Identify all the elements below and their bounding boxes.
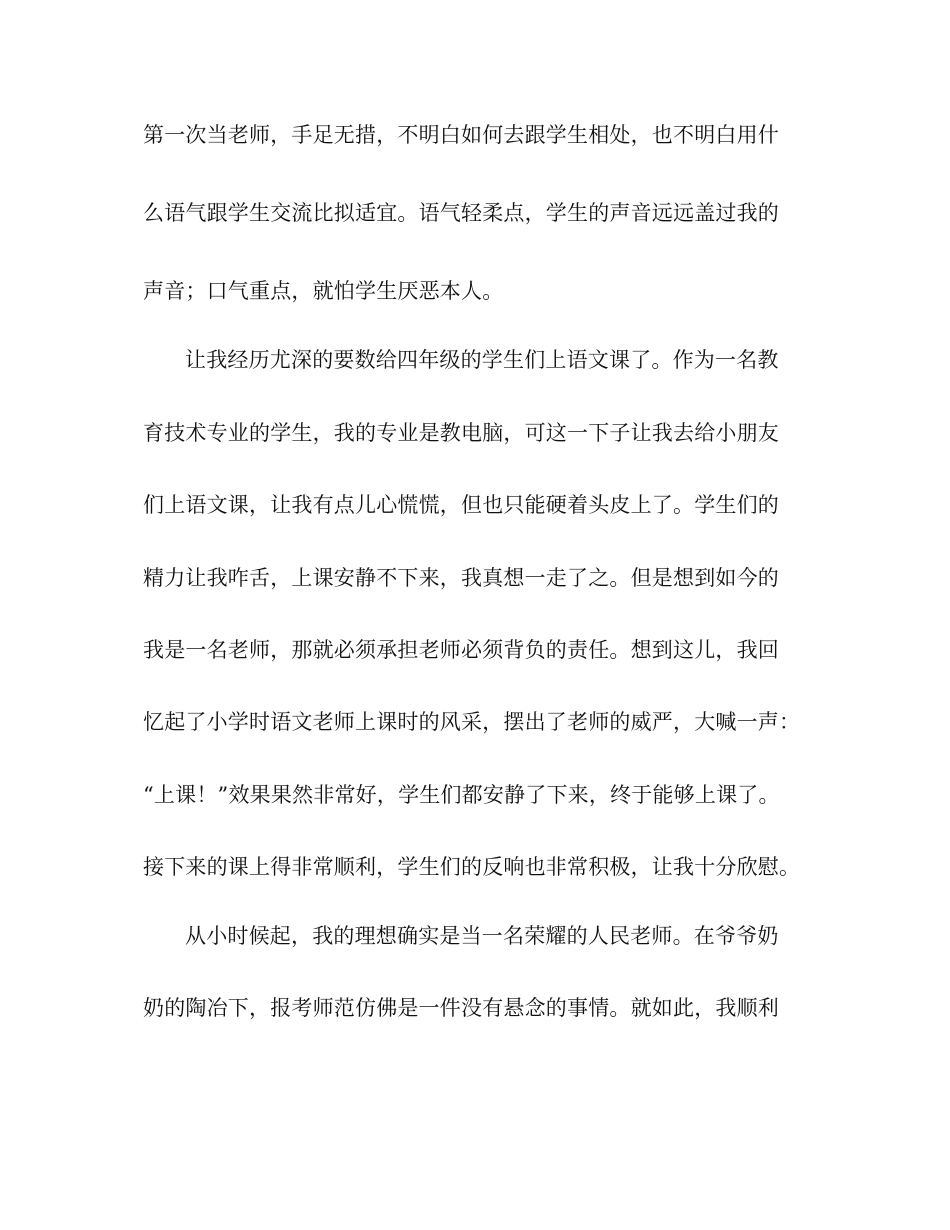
text-line: 育技术专业的学生，我的专业是教电脑，可这一下子让我去给小朋友 [143,421,779,445]
paragraph-first-line: 从小时候起，我的理想确实是当一名荣耀的人民老师。在爷爷奶 [185,924,779,948]
text-line: 么语气跟学生交流比拟适宜。语气轻柔点，学生的声音远远盖过我的 [143,201,779,225]
text-line: 精力让我咋舌，上课安静不下来，我真想一走了之。但是想到如今的 [143,566,779,590]
text-line: 们上语文课，让我有点儿心慌慌，但也只能硬着头皮上了。学生们的 [143,493,779,517]
text-line: 奶的陶冶下，报考师范仿佛是一件没有悬念的事情。就如此，我顺利 [143,996,779,1020]
text-line: 我是一名老师，那就必须承担老师必须背负的责任。想到这儿，我回 [143,638,779,662]
text-line: “上课！”效果果然非常好，学生们都安静了下来，终于能够上课了。 [143,783,780,807]
text-line: 忆起了小学时语文老师上课时的风采，摆出了老师的威严，大喊一声： [143,710,801,734]
paragraph-first-line: 让我经历尤深的要数给四年级的学生们上语文课了。作为一名教 [185,348,779,372]
text-line: 第一次当老师，手足无措，不明白如何去跟学生相处，也不明白用什 [143,123,779,147]
text-line: 声音；口气重点，就怕学生厌恶本人。 [143,279,504,303]
text-line: 接下来的课上得非常顺利，学生们的反响也非常积极，让我十分欣慰。 [143,855,801,879]
body-text [143,122,808,1021]
